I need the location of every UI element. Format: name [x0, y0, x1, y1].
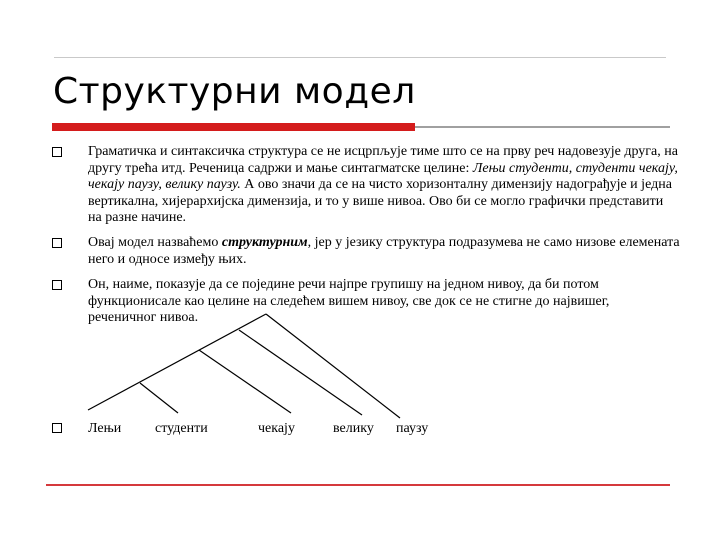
- paragraph-text: Граматичка и синтаксичка структура се не исцрпљује тиме што се на прву реч надовезује друга, на другу трећа итд. Реченица садржи и мање синтагматске целине:: [88, 144, 678, 176]
- tree-leaf-word: Лењи: [88, 421, 122, 436]
- tree-leaf-word: чекају: [258, 421, 295, 436]
- tree-branch: [266, 314, 400, 418]
- paragraph-text: Овај модел назваћемо: [88, 235, 222, 250]
- bullet-paragraph-2: [88, 235, 680, 268]
- bullet-square-icon: [52, 423, 62, 433]
- slide-title: Структурни модел: [53, 71, 416, 112]
- tree-branch: [199, 350, 291, 413]
- bullet-paragraph-1: [88, 144, 680, 227]
- title-accent-bar: [52, 123, 415, 131]
- bullet-square-icon: [52, 147, 62, 157]
- tree-leaf-word: студенти: [155, 421, 208, 436]
- bullet-square-icon: [52, 280, 62, 290]
- paragraph-text: А ово значи да се на чисто хоризонталну димензију надограђује и једна вертикална, хијерархијска димензија, и то у више нивоа. Ово би се могло графички представити на разне начине.: [88, 177, 672, 226]
- bullet-paragraph-3: Он, наиме, показује да се поједине речи најпре групишу на једном нивоу, да би потом функционисале као целине на следећем вишем нивоу, све док се не стигне до највишег, реченичног нивоа.: [88, 277, 610, 326]
- tree-leaf-word: велику: [333, 421, 374, 436]
- title-underline: [415, 126, 670, 128]
- bottom-divider: [46, 484, 670, 486]
- tree-branch: [88, 314, 266, 410]
- tree-branch: [239, 330, 362, 415]
- tree-leaf-word: паузу: [396, 421, 429, 436]
- bullet-square-icon: [52, 238, 62, 248]
- emphasized-term: структурним: [221, 235, 308, 250]
- paragraph-text: , јер у језику структура подразумева не само низове елемената него и односе између њих.: [88, 235, 680, 267]
- example-phrases: Лењи студенти, студенти чекају, чекају паузу, велику паузу.: [88, 160, 678, 193]
- top-divider: [54, 57, 666, 58]
- tree-branch: [140, 383, 178, 413]
